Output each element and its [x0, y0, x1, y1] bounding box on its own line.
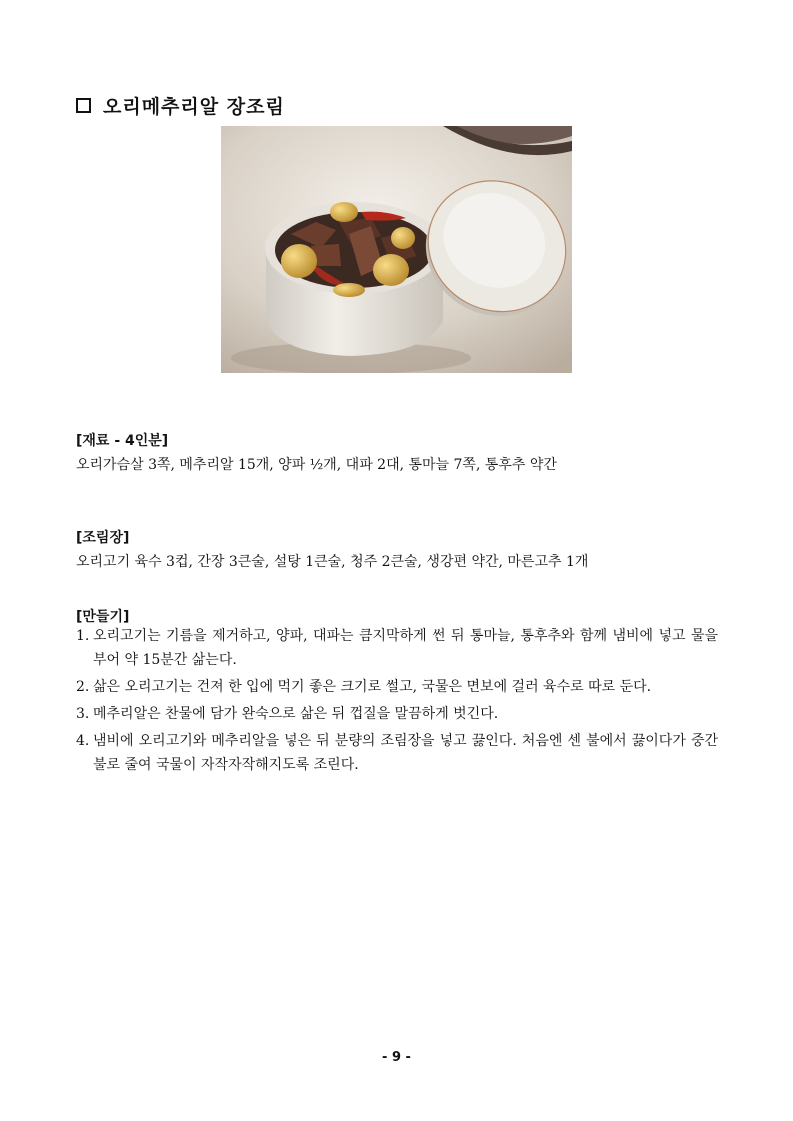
step-number: 2. — [76, 679, 90, 695]
method-step — [76, 624, 718, 672]
dish-photo — [221, 126, 572, 373]
page-number: - 9 - — [382, 1050, 411, 1065]
ingredients-text: 오리가슴살 3쪽, 메추리알 15개, 양파 ½개, 대파 2대, 통마늘 7쪽, 통후추 약간 — [76, 457, 557, 473]
step-text: 냄비에 오리고기와 메추리알을 넣은 뒤 분량의 조림장을 넣고 끓인다. 처음엔 센 불에서 끓이다가 중간 불로 줄여 국물이 자작자작해지도록 조린다. — [93, 733, 718, 773]
step-number: 4. — [76, 733, 90, 749]
checkbox-square-icon — [76, 98, 91, 113]
step-text: 오리고기는 기름을 제거하고, 양파, 대파는 큼지막하게 썬 뒤 통마늘, 통후추와 함께 냄비에 넣고 물을 부어 약 15분간 삶는다. — [93, 628, 718, 668]
method-step — [76, 702, 718, 726]
recipe-title-text: 오리메추리알 장조림 — [103, 96, 285, 118]
sauce-text: 오리고기 육수 3컵, 간장 3큰술, 설탕 1큰술, 청주 2큰술, 생강편 약간, 마른고추 1개 — [76, 554, 589, 570]
step-text: 메추리알은 찬물에 담가 완숙으로 삶은 뒤 껍질을 말끔하게 벗긴다. — [93, 706, 499, 722]
step-number: 1. — [76, 628, 90, 644]
recipe-title — [76, 92, 285, 119]
method-step — [76, 675, 718, 699]
sauce-heading: [조림장] — [76, 530, 130, 546]
ingredients-heading: [재료 - 4인분] — [76, 433, 169, 449]
method-heading: [만들기] — [76, 609, 130, 625]
step-number: 3. — [76, 706, 90, 722]
step-text: 삶은 오리고기는 건져 한 입에 먹기 좋은 크기로 썰고, 국물은 면보에 걸러 육수로 따로 둔다. — [93, 679, 652, 695]
method-step — [76, 729, 718, 777]
method-steps — [76, 624, 718, 780]
